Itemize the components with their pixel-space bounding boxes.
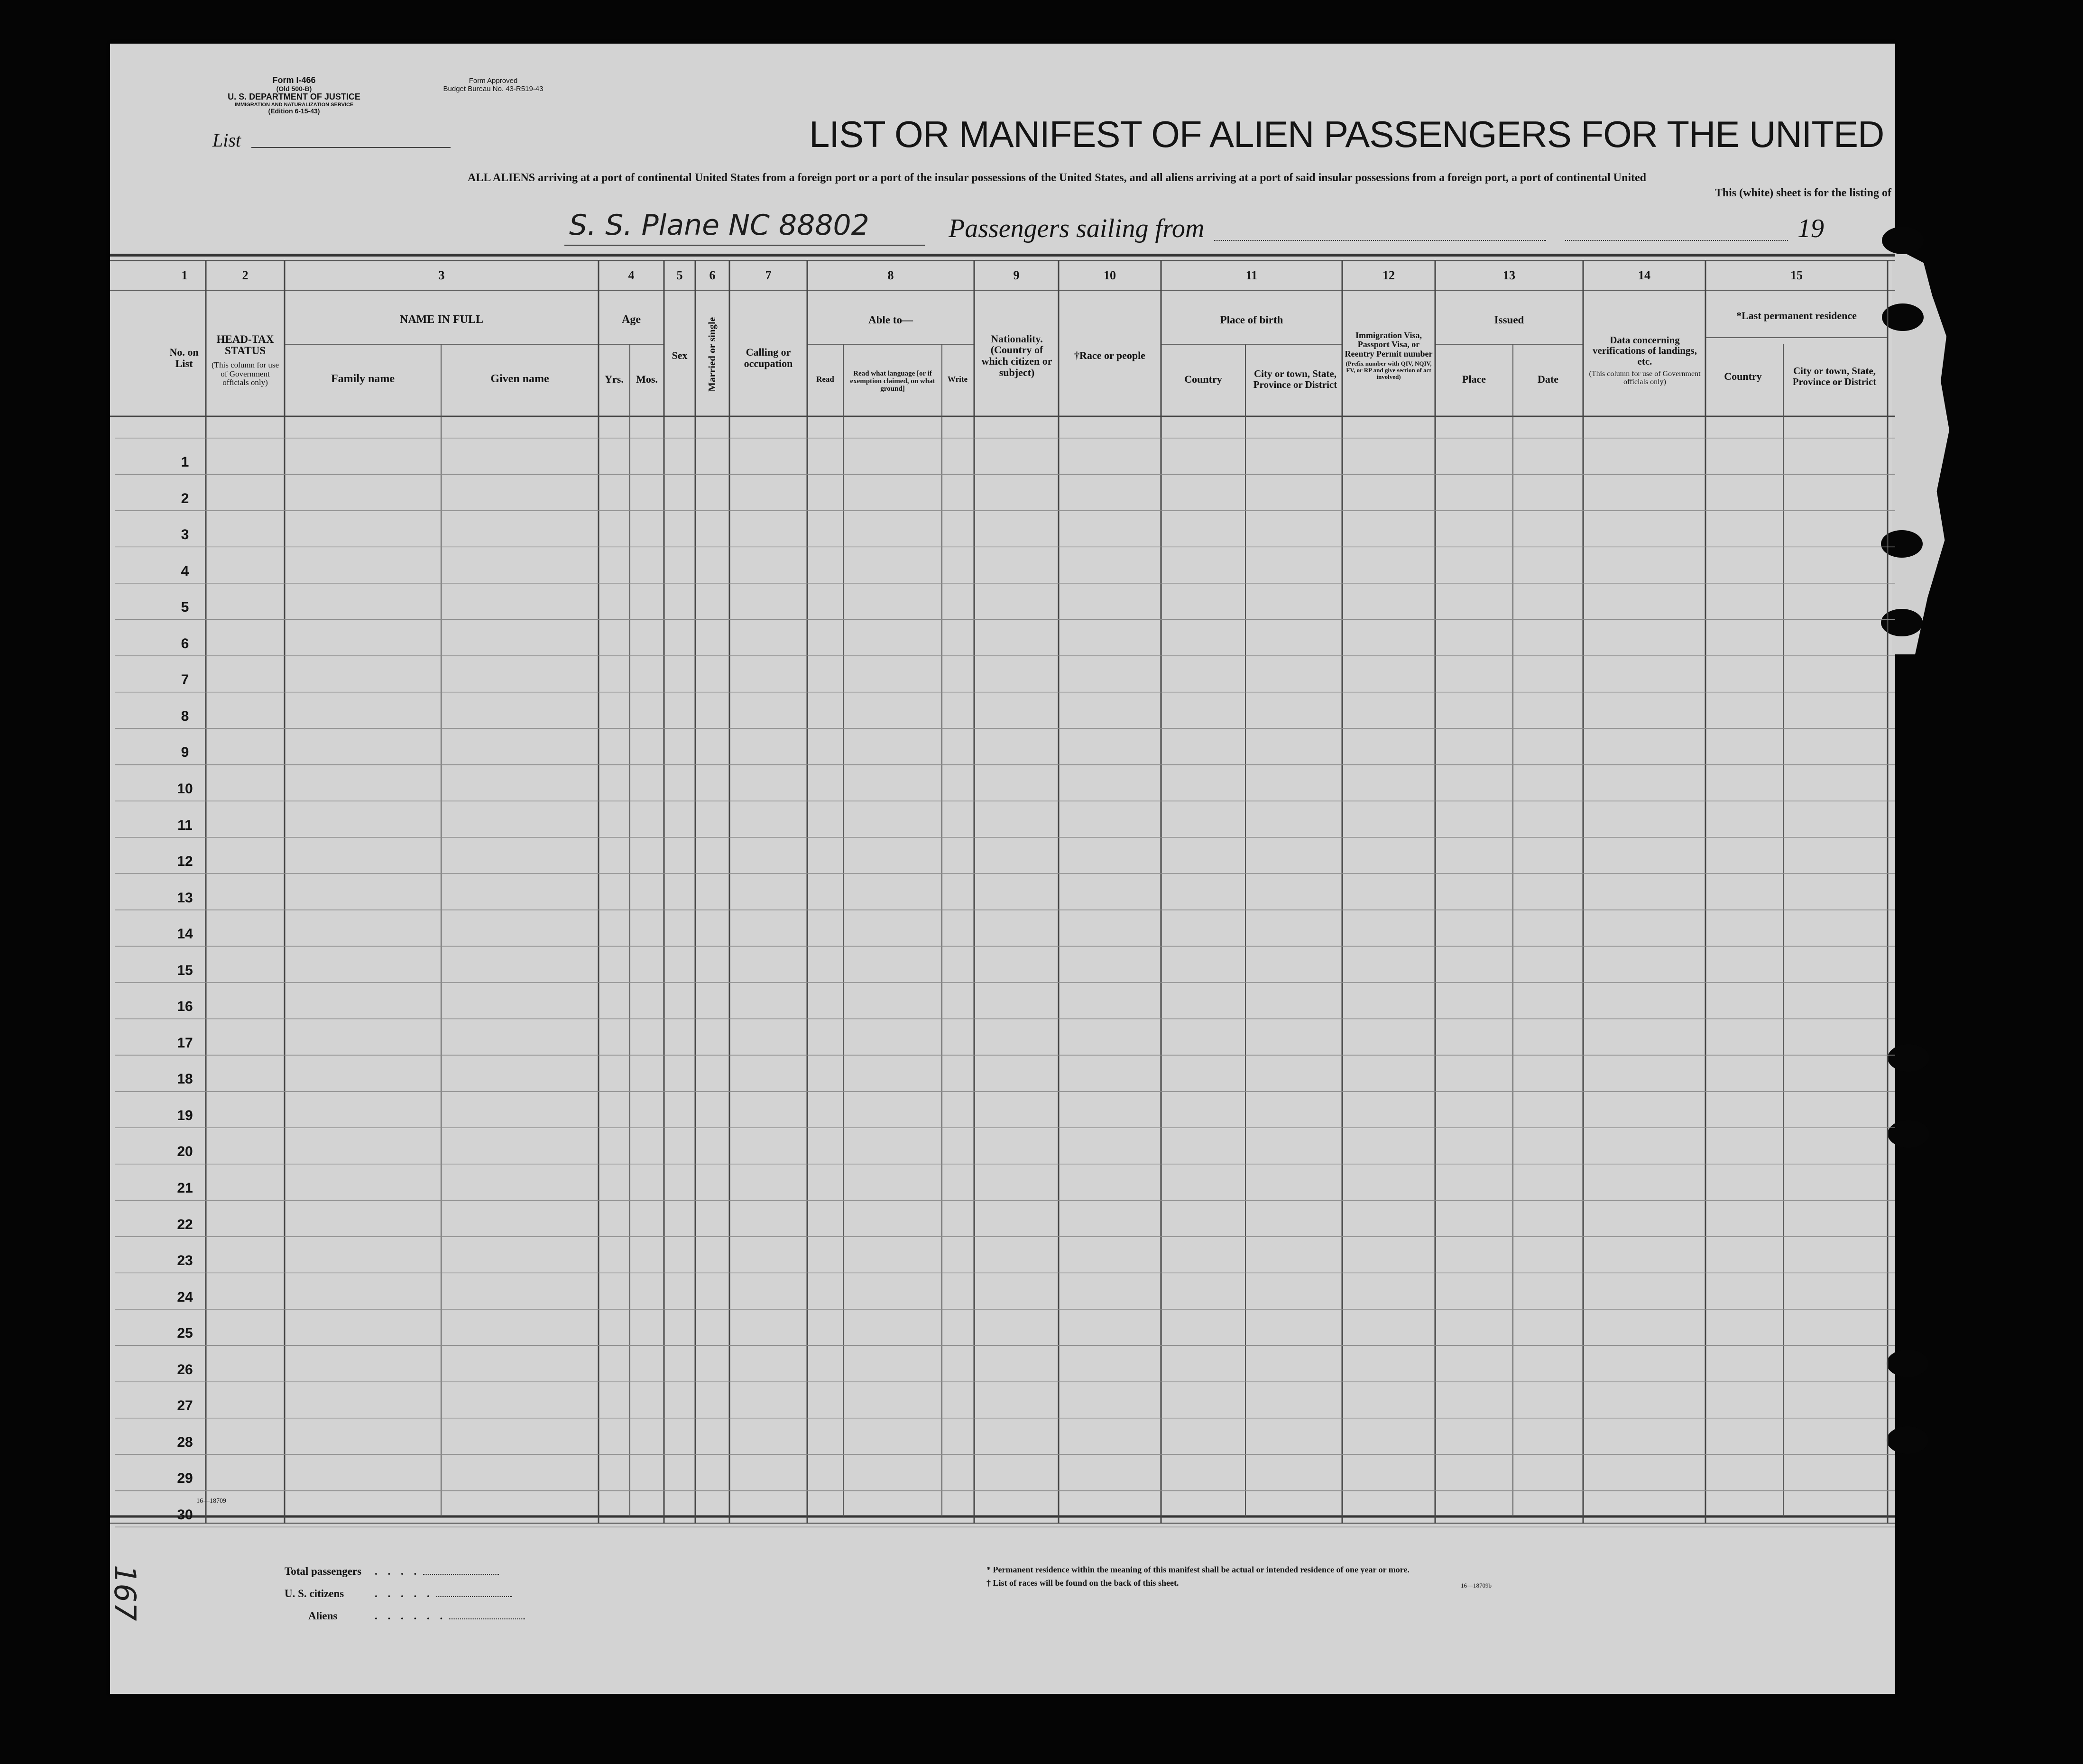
row-number: 3 — [181, 527, 189, 543]
header-calling: Calling or occupation — [744, 346, 793, 369]
old-form-number: (Old 500-B) — [276, 84, 312, 92]
row-number: 10 — [177, 781, 193, 797]
header-read: Read — [816, 374, 834, 384]
header-head-tax — [208, 313, 283, 408]
us-citizens-label: U. S. citizens — [285, 1588, 344, 1599]
manifest-title: LIST OR MANIFEST OF ALIEN PASSENGERS FOR THE UNITED — [809, 113, 1884, 155]
footnote-residence: * Permanent residence within the meaning of this manifest shall be actual or intended residence of one year or more. — [986, 1565, 1410, 1574]
header-verifications-note: (This column for use of Government officials only) — [1589, 369, 1701, 386]
header-name-in-full: NAME IN FULL — [399, 313, 483, 326]
aliens-row: Aliens . . . . . . — [285, 1605, 525, 1627]
row-number: 18 — [177, 1071, 193, 1087]
row-number: 20 — [177, 1144, 193, 1160]
header-no-on-list: No. on List — [169, 346, 199, 369]
col-num-8: 8 — [887, 268, 894, 282]
header-visa — [1344, 308, 1433, 403]
row-number: 28 — [177, 1434, 193, 1450]
footnote-races: † List of races will be found on the back of this sheet. — [986, 1578, 1179, 1588]
header-verifications-label: Data concerning verifications of landings, etc. — [1593, 334, 1697, 368]
header-birth-country: Country — [1184, 373, 1222, 386]
total-passengers-label: Total passengers — [285, 1565, 362, 1577]
header-head-tax-note: (This column for use of Government officials only) — [211, 360, 279, 387]
header-sex: Sex — [672, 349, 688, 362]
header-nationality: Nationality. (Country of which citizen or subject) — [981, 332, 1052, 378]
row-number: 13 — [177, 890, 193, 906]
row-number: 27 — [177, 1398, 193, 1414]
header-visa-label: Immigration Visa, Passport Visa, or Reentry Permit number — [1345, 330, 1433, 358]
aliens-label: Aliens — [308, 1610, 338, 1622]
col-num-15: 15 — [1790, 268, 1803, 282]
vessel-name: S. S. Plane NC 88802 — [569, 209, 869, 242]
header-married-single — [695, 290, 729, 418]
sheet-note: This (white) sheet is for the listing of — [1714, 187, 1891, 199]
form-number: Form I-466 — [272, 75, 316, 85]
row-number: 30 — [177, 1507, 193, 1523]
header-issued-place: Place — [1462, 373, 1486, 386]
header-place-of-birth: Place of birth — [1220, 313, 1283, 326]
row-number: 12 — [177, 854, 193, 870]
col-num-4: 4 — [628, 268, 635, 282]
col-num-5: 5 — [676, 268, 683, 282]
print-code: 16—18709 — [196, 1498, 226, 1505]
header-given-name: Given name — [490, 373, 549, 386]
instruction-text: ALL ALIENS arriving at a port of continental United States from a foreign port or a port of the insular possessions of the United States, and all aliens arriving at a port of said insular possessions from a foreign port, a port of continental United — [468, 172, 1646, 184]
col-num-13: 13 — [1503, 268, 1515, 282]
header-visa-note: (Prefix number with QIV, NQIV, FV, or RP and give section of act involved) — [1346, 360, 1432, 381]
sailing-from-label: Passengers sailing from — [949, 214, 1205, 243]
col-num-3: 3 — [438, 268, 445, 282]
header-write: Write — [947, 374, 968, 384]
row-number: 7 — [181, 672, 189, 688]
print-code-right: 16—18709b — [1461, 1582, 1492, 1589]
row-number: 9 — [181, 744, 189, 761]
header-age-years: Yrs. — [605, 373, 624, 386]
col-num-7: 7 — [765, 268, 772, 282]
row-number: 14 — [177, 926, 193, 942]
row-number: 26 — [177, 1361, 193, 1378]
row-number: 11 — [177, 817, 193, 833]
row-number: 24 — [177, 1289, 193, 1305]
row-number: 4 — [181, 563, 189, 579]
service-name: IMMIGRATION AND NATURALIZATION SERVICE — [234, 101, 354, 108]
total-passengers-row: Total passengers . . . . — [285, 1560, 525, 1582]
header-able-to: Able to— — [868, 313, 913, 326]
us-citizens-field — [436, 1596, 512, 1597]
header-race: †Race or people — [1074, 349, 1145, 362]
us-citizens-row: U. S. citizens . . . . . — [285, 1582, 525, 1605]
header-age: Age — [622, 313, 641, 326]
col-num-14: 14 — [1638, 268, 1650, 282]
col-num-12: 12 — [1383, 268, 1395, 282]
margin-number: 167 — [108, 1565, 142, 1621]
totals-block — [285, 1560, 525, 1627]
row-number: 15 — [177, 962, 193, 978]
list-label: List — [212, 129, 241, 151]
col-num-11: 11 — [1245, 268, 1258, 282]
row-number: 16 — [177, 999, 193, 1015]
header-married-single-label: Married or single — [706, 317, 718, 392]
edition-date: (Edition 6-15-43) — [268, 107, 320, 115]
header-issued: Issued — [1494, 313, 1524, 326]
header-residence-city: City or town, State, Province or District — [1792, 365, 1877, 387]
header-family-name: Family name — [331, 373, 395, 386]
header-residence-country: Country — [1724, 370, 1762, 383]
header-last-residence: *Last permanent residence — [1736, 310, 1857, 322]
col-num-10: 10 — [1104, 268, 1116, 282]
row-number: 23 — [177, 1253, 193, 1269]
year-prefix: 19 — [1797, 214, 1824, 243]
row-number: 2 — [181, 490, 189, 506]
col-num-2: 2 — [242, 268, 249, 282]
row-number: 8 — [181, 708, 189, 724]
col-num-6: 6 — [709, 268, 716, 282]
row-number: 1 — [181, 454, 189, 470]
header-read-language: Read what language [or if exemption claimed, on what ground] — [850, 369, 935, 393]
department-name: U. S. DEPARTMENT OF JUSTICE — [228, 92, 360, 102]
col-num-1: 1 — [181, 268, 188, 282]
total-passengers-field — [423, 1574, 499, 1575]
header-verifications — [1589, 313, 1701, 408]
col-num-9: 9 — [1013, 268, 1020, 282]
row-number: 17 — [177, 1035, 193, 1051]
row-number: 22 — [177, 1216, 193, 1232]
aliens-field — [449, 1618, 525, 1619]
budget-bureau-number: Budget Bureau No. 43-R519-43 — [443, 85, 544, 93]
approval-line: Form Approved — [469, 77, 518, 85]
row-number: 21 — [177, 1180, 193, 1196]
header-age-months: Mos. — [636, 373, 658, 386]
header-issued-date: Date — [1538, 373, 1558, 386]
row-number: 19 — [177, 1107, 193, 1123]
row-number: 29 — [177, 1470, 193, 1487]
header-head-tax-label: HEAD-TAX STATUS — [216, 333, 274, 357]
row-number: 6 — [181, 635, 189, 652]
row-number: 5 — [181, 599, 189, 616]
row-number: 25 — [177, 1325, 193, 1341]
header-birth-city: City or town, State, Province or District — [1253, 368, 1337, 390]
